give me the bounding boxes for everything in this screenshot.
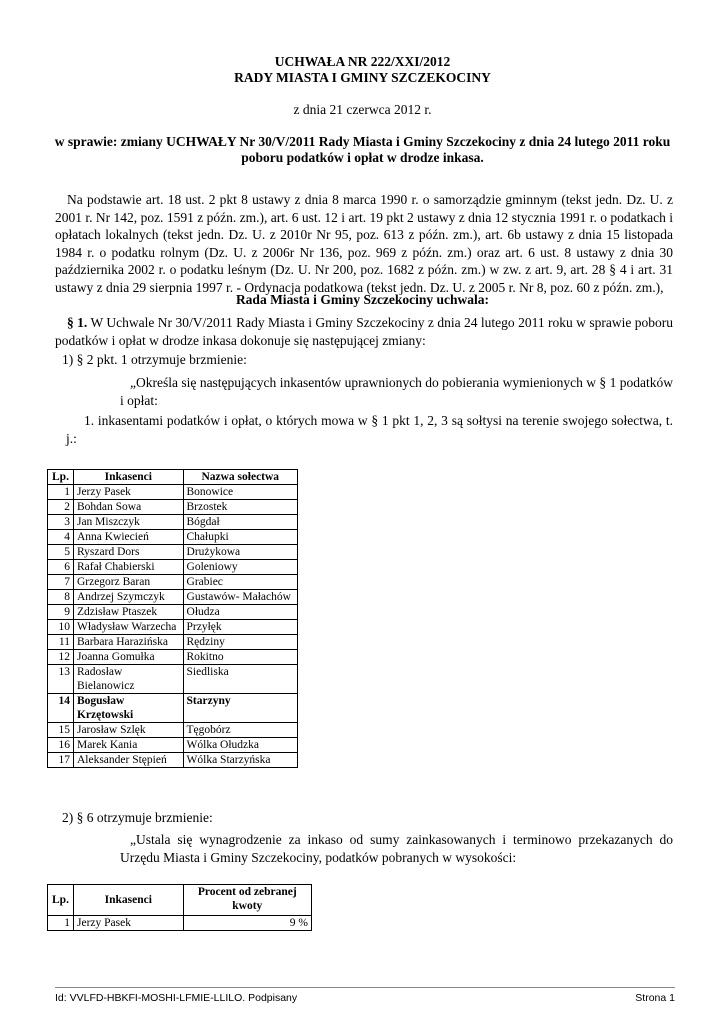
section-1: [55, 314, 673, 349]
row-lp: 6: [48, 560, 74, 575]
table-row: [48, 753, 298, 768]
table-row: [48, 545, 298, 560]
row-lp: 9: [48, 605, 74, 620]
table-row: [48, 605, 298, 620]
table-row: [48, 500, 298, 515]
row-name: Władysław Warzecha: [73, 620, 183, 635]
row-village: Rokitno: [183, 650, 297, 665]
table-row: [48, 485, 298, 500]
row-name: Radosław Bielanowicz: [73, 665, 183, 694]
header-lp: Lp.: [48, 885, 74, 916]
point-2-intro: 2) § 6 otrzymuje brzmienie:: [62, 810, 213, 825]
row-lp: 1: [48, 485, 74, 500]
row-lp: 11: [48, 635, 74, 650]
header-village: Nazwa sołectwa: [183, 470, 297, 485]
table-row: [48, 560, 298, 575]
row-village: Bógdał: [183, 515, 297, 530]
row-lp: 3: [48, 515, 74, 530]
table-header-row: [48, 885, 312, 916]
point-1-intro: 1) § 2 pkt. 1 otrzymuje brzmienie:: [62, 352, 247, 367]
row-name: Zdzisław Ptaszek: [73, 605, 183, 620]
row-village: Siedliska: [183, 665, 297, 694]
legal-basis: Na podstawie art. 18 ust. 2 pkt 8 ustawy z dnia 8 marca 1990 r. o samorządzie gminnym (tekst jedn. Dz. U. z 2001 r. Nr 142, poz. 1591 z późn. zm.), art. 6 ust. 12 i art. 19 pkt 2 ustawy z dnia 12 stycznia 1991 r. o podatkach i opłatach lokalnych (tekst jedn. Dz. U. z 2010r Nr 95, poz. 613 z późn. zm.), art. 6b ustawy z dnia 15 listopada 1984 r. o podatku rolnym (Dz. U. z 2006r Nr 136, poz. 969 z późn. zm.) oraz art. 6 ust. 8 ustawy z dnia 30 października 2002 r. o podatku leśnym (Dz. U. Nr 200, poz. 1682 z późn. zm.) w zw. z art. 9, art. 28 § 4 i art. 31 ustawy z dnia 29 sierpnia 1997 r. - Ordynacja podatkowa (tekst jedn. Dz. U. z 2005 r. Nr 8, poz. 60 z późn. zm.),: [55, 192, 673, 295]
table-header-row: [48, 470, 298, 485]
row-name: Jerzy Pasek: [73, 485, 183, 500]
resolution-date: z dnia 21 czerwca 2012 r.: [293, 102, 432, 117]
row-percent: 9 %: [183, 916, 311, 931]
resolution-title: UCHWAŁA NR 222/XXI/2012: [274, 54, 451, 69]
table-row: [48, 694, 298, 723]
row-village: Brzostek: [183, 500, 297, 515]
row-lp: 10: [48, 620, 74, 635]
row-name: Jarosław Szlęk: [73, 723, 183, 738]
footer: [55, 992, 675, 1004]
page-number: Strona 1: [635, 992, 675, 1004]
subject-line-2: poboru podatków i opłat w drodze inkasa.: [241, 150, 484, 165]
row-name: Bohdan Sowa: [73, 500, 183, 515]
table-row: [48, 590, 298, 605]
table-row: [48, 515, 298, 530]
header-percent: Procent od zebranej kwoty: [183, 885, 311, 916]
table-row: [48, 650, 298, 665]
table-row: [48, 916, 312, 931]
row-village: Bonowice: [183, 485, 297, 500]
row-lp: 2: [48, 500, 74, 515]
point-2-quote: „Ustala się wynagrodzenie za inkaso od sumy zainkasowanych i terminowo przekazanych do Urzędu Miasta i Gminy Szczekociny, podatków pobranych w wysokości:: [120, 832, 673, 865]
row-name: Barbara Harazińska: [73, 635, 183, 650]
row-lp: 4: [48, 530, 74, 545]
row-village: Wólka Ołudzka: [183, 738, 297, 753]
row-lp: 1: [48, 916, 74, 931]
row-name: Rafał Chabierski: [73, 560, 183, 575]
point-1-quote: „Określa się następujących inkasentów uprawnionych do pobierania wymienionych w § 1 podatków i opłat:: [120, 375, 673, 408]
point-1-subpoint: 1. inkasentami podatków i opłat, o których mowa w § 1 pkt 1, 2, 3 są sołtysi na terenie swojego sołectwa, t. j.:: [66, 413, 673, 446]
table-row: [48, 665, 298, 694]
row-village: Wólka Starzyńska: [183, 753, 297, 768]
row-village: Ołudza: [183, 605, 297, 620]
row-village: Goleniowy: [183, 560, 297, 575]
header-collectors: Inkasenci: [73, 470, 183, 485]
row-name: Bogusław Krzętowski: [73, 694, 183, 723]
remuneration-table: [47, 884, 312, 931]
row-lp: 7: [48, 575, 74, 590]
row-village: Przyłęk: [183, 620, 297, 635]
table-row: [48, 620, 298, 635]
council-resolves: Rada Miasta i Gminy Szczekociny uchwala:: [235, 292, 490, 307]
row-village: Drużykowa: [183, 545, 297, 560]
row-lp: 14: [48, 694, 74, 723]
section-1-label: § 1.: [67, 315, 88, 330]
footer-divider: [55, 987, 675, 988]
row-name: Andrzej Szymczyk: [73, 590, 183, 605]
table-row: [48, 738, 298, 753]
row-lp: 15: [48, 723, 74, 738]
subject-line-1: w sprawie: zmiany UCHWAŁY Nr 30/V/2011 Rady Miasta i Gminy Szczekociny z dnia 24 lutego 2011 roku: [54, 134, 671, 149]
row-lp: 8: [48, 590, 74, 605]
row-lp: 17: [48, 753, 74, 768]
council-name: RADY MIASTA I GMINY SZCZEKOCINY: [234, 70, 491, 85]
table-row: [48, 575, 298, 590]
row-village: Chałupki: [183, 530, 297, 545]
row-village: Tęgobórz: [183, 723, 297, 738]
row-name: Anna Kwiecień: [73, 530, 183, 545]
row-village: Grabiec: [183, 575, 297, 590]
table-row: [48, 723, 298, 738]
row-lp: 16: [48, 738, 74, 753]
row-name: Jan Miszczyk: [73, 515, 183, 530]
table-row: [48, 635, 298, 650]
header-collectors: Inkasenci: [73, 885, 183, 916]
row-name: Grzegorz Baran: [73, 575, 183, 590]
document-id: Id: VVLFD-HBKFI-MOSHI-LFMIE-LLILO. Podpisany: [55, 992, 298, 1004]
table-row: [48, 530, 298, 545]
row-name: Aleksander Stępień: [73, 753, 183, 768]
collectors-table: [47, 469, 298, 768]
row-village: Rędziny: [183, 635, 297, 650]
section-1-text: W Uchwale Nr 30/V/2011 Rady Miasta i Gminy Szczekociny z dnia 24 lutego 2011 roku w sprawie poboru podatków i opłat w drodze inkasa dokonuje się następującej zmiany:: [55, 315, 673, 348]
row-lp: 13: [48, 665, 74, 694]
header-lp: Lp.: [48, 470, 74, 485]
row-name: Jerzy Pasek: [73, 916, 183, 931]
row-lp: 12: [48, 650, 74, 665]
row-village: Gustawów- Małachów: [183, 590, 297, 605]
row-name: Marek Kania: [73, 738, 183, 753]
row-name: Joanna Gomułka: [73, 650, 183, 665]
row-lp: 5: [48, 545, 74, 560]
row-name: Ryszard Dors: [73, 545, 183, 560]
row-village: Starzyny: [183, 694, 297, 723]
